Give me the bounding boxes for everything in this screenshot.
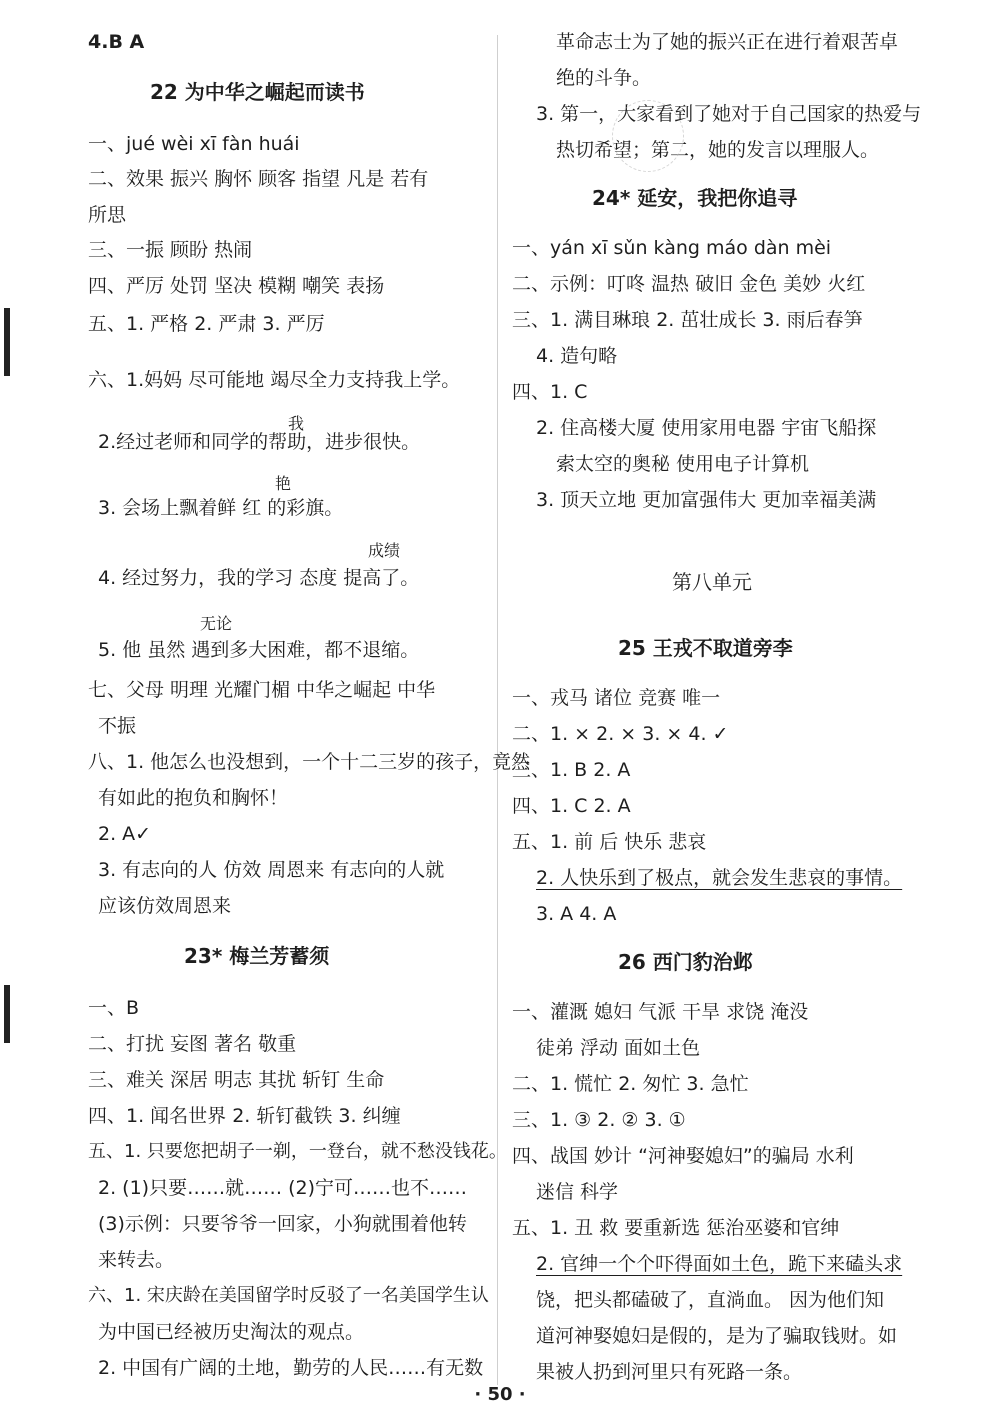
text-line: 4.B A	[88, 31, 145, 53]
text-line: 五、1. 前 后 快乐 悲哀	[512, 831, 707, 853]
text-line: 三、1. 满目琳琅 2. 茁壮成长 3. 雨后春笋	[512, 309, 863, 331]
text-line: 二、1. 慌忙 2. 匆忙 3. 急忙	[512, 1073, 749, 1095]
text-line: 应该仿效周恩来	[98, 895, 232, 917]
text-line: 3. 会场上飘着鲜 红 的彩旗。	[98, 497, 344, 519]
text-line: 饶，把头都磕破了，直淌血。 因为他们知	[536, 1289, 885, 1311]
underlined-answer: 2. 人快乐到了极点，就会发生悲哀的事情。	[536, 867, 903, 889]
text-line: 一、yán xī sǔn kàng máo dàn mèi	[512, 237, 832, 259]
text-line: 3. 有志向的人 仿效 周恩来 有志向的人就	[98, 859, 445, 881]
text-line: 2. (1)只要……就…… (2)宁可……也不……	[98, 1177, 468, 1199]
margin-mark	[4, 985, 10, 1043]
text-line: 四、1. C	[512, 381, 588, 403]
text-line: 三、1. ③ 2. ② 3. ①	[512, 1109, 686, 1131]
text-line: 二、1. × 2. × 3. × 4. ✓	[512, 723, 729, 745]
text-line: 三、1. B 2. A	[512, 759, 631, 781]
text-line: 2. A✓	[98, 823, 152, 845]
text-line: 二、效果 振兴 胸怀 顾客 指望 凡是 若有	[88, 168, 429, 190]
text-line: 四、严厉 处罚 坚决 模糊 嘲笑 表扬	[88, 275, 385, 297]
text-line: 四、1. C 2. A	[512, 795, 631, 817]
correction-mark: 成绩	[368, 541, 401, 560]
text-line: 来转去。	[98, 1249, 175, 1271]
section-heading: 24* 延安，我把你追寻	[592, 186, 798, 210]
column-divider	[497, 35, 498, 1385]
text-line: 三、难关 深居 明志 其扰 斩钉 生命	[88, 1069, 385, 1091]
text-line: 所思	[88, 204, 127, 226]
section-heading: 25 王戎不取道旁李	[618, 636, 793, 660]
text-line: 为中国已经被历史淘汰的观点。	[98, 1321, 365, 1343]
text-line: 2. 中国有广阔的土地，勤劳的人民……有无数	[98, 1357, 484, 1379]
text-line: 二、打扰 妄图 著名 敬重	[88, 1033, 297, 1055]
text-line: 4. 经过努力，我的学习 态度 提高了。	[98, 567, 420, 589]
text-line: 六、1. 宋庆龄在美国留学时反驳了一名美国学生认	[88, 1285, 489, 1306]
text-line: 三、一振 顾盼 热闹	[88, 239, 253, 261]
correction-mark: 无论	[200, 614, 233, 633]
text-line: 绝的斗争。	[556, 67, 652, 89]
text-line: 七、父母 明理 光耀门楣 中华之崛起 中华	[88, 679, 436, 701]
text-line: 不振	[98, 715, 137, 737]
text-line: 五、1. 严格 2. 严肃 3. 严厉	[88, 313, 325, 335]
section-heading: 26 西门豹治邺	[618, 950, 753, 974]
text-line: 一、灌溉 媳妇 气派 干旱 求饶 淹没	[512, 1001, 809, 1023]
section-heading: 23* 梅兰芳蓄须	[184, 944, 330, 968]
underlined-answer: 2. 官绅一个个吓得面如土色，跪下来磕头求	[536, 1253, 903, 1275]
text-line: 八、1. 他怎么也没想到，一个十二三岁的孩子，竟然	[88, 751, 531, 773]
text-line: 4. 造句略	[536, 345, 618, 367]
text-line: 有如此的抱负和胸怀！	[98, 787, 289, 809]
correction-mark: 艳	[275, 474, 292, 493]
text-line: 一、jué wèi xī fàn huái	[88, 133, 300, 155]
text-line: 3. A 4. A	[536, 903, 617, 925]
unit-title: 第八单元	[672, 570, 752, 594]
text-line: 迷信 科学	[536, 1181, 619, 1203]
correction-mark: 我	[288, 414, 305, 433]
text-line: 六、1.妈妈 尽可能地 竭尽全力支持我上学。	[88, 369, 461, 391]
text-line: 四、1. 闻名世界 2. 斩钉截铁 3. 纠缠	[88, 1105, 401, 1127]
text-line: 五、1. 丑 救 要重新选 惩治巫婆和官绅	[512, 1217, 840, 1239]
text-line: 徒弟 浮动 面如土色	[536, 1037, 701, 1059]
text-line: 一、戎马 诸位 竞赛 唯一	[512, 687, 721, 709]
margin-mark	[4, 308, 10, 376]
text-line: 5. 他 虽然 遇到多大困难，都不退缩。	[98, 639, 420, 661]
text-line: 一、B	[88, 997, 140, 1019]
text-line: 3. 顶天立地 更加富强伟大 更加幸福美满	[536, 489, 877, 511]
text-line: 革命志士为了她的振兴正在进行着艰苦卓	[556, 31, 899, 53]
text-line: 2. 住高楼大厦 使用家用电器 宇宙飞船探	[536, 417, 877, 439]
text-line: 果被人扔到河里只有死路一条。	[536, 1361, 803, 1383]
text-line: 热切希望；第二，她的发言以理服人。	[556, 139, 880, 161]
stamp-seal	[612, 100, 684, 172]
text-line: 五、1. 只要您把胡子一剃，一登台，就不愁没钱花。	[88, 1141, 507, 1162]
text-line: 四、战国 妙计 “河神娶媳妇”的骗局 水利	[512, 1145, 854, 1167]
section-heading: 22 为中华之崛起而读书	[150, 80, 365, 104]
text-line: (3)示例：只要爷爷一回家，小狗就围着他转	[98, 1213, 467, 1235]
text-line: 3. 第一，大家看到了她对于自己国家的热爱与	[536, 103, 922, 125]
page-number: · 50 ·	[474, 1384, 526, 1405]
text-line: 二、示例：叮咚 温热 破旧 金色 美妙 火红	[512, 273, 866, 295]
text-line: 道河神娶媳妇是假的，是为了骗取钱财。如	[536, 1325, 898, 1347]
text-line: 索太空的奥秘 使用电子计算机	[556, 453, 810, 475]
text-line: 2.经过老师和同学的帮助，进步很快。	[98, 431, 421, 453]
